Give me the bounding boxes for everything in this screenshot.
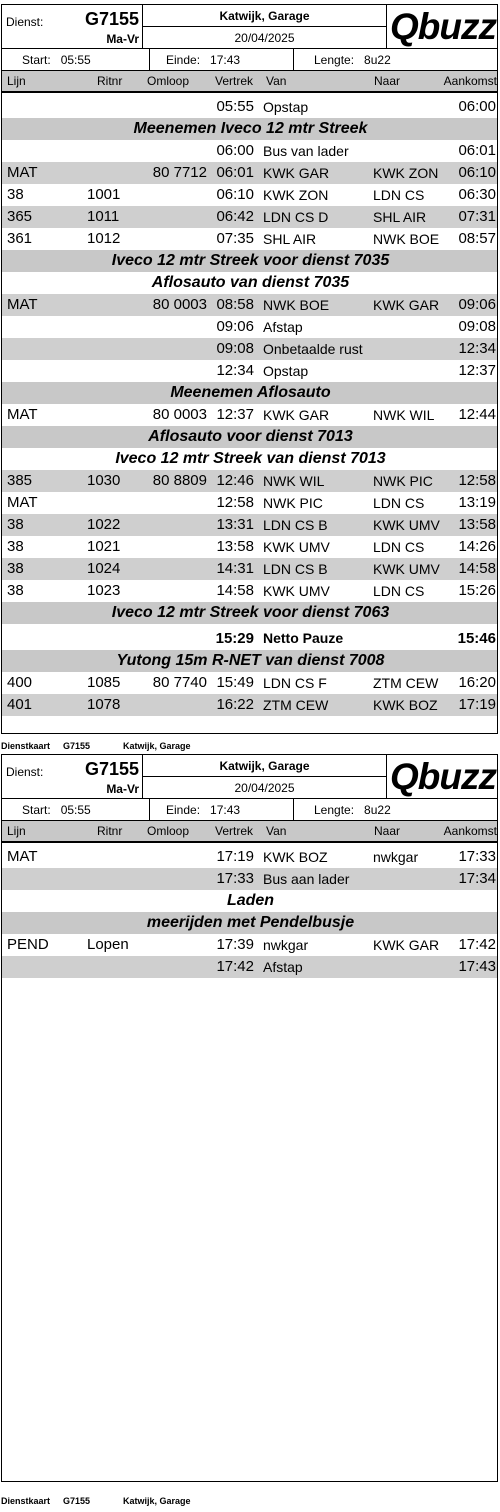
cell-naar: SHL AIR bbox=[373, 209, 427, 225]
cell-vertrek: 12:46 bbox=[216, 472, 254, 489]
schedule-row bbox=[2, 514, 498, 536]
column-header bbox=[2, 71, 498, 93]
cell-van: LDN CS F bbox=[263, 675, 327, 691]
col-omloop: Omloop bbox=[147, 74, 190, 88]
cell-omloop: 80 0003 bbox=[152, 406, 207, 423]
cell-vertrek: 06:00 bbox=[216, 142, 254, 159]
section-header: Iveco 12 mtr Streek voor dienst 7063 bbox=[2, 602, 498, 624]
footer-location: Katwijk, Garage bbox=[123, 741, 191, 751]
section-header: Meenemen Aflosauto bbox=[2, 382, 498, 404]
cell-vertrek: 07:35 bbox=[216, 230, 254, 247]
schedule-row bbox=[2, 206, 498, 228]
cell-van: LDN CS D bbox=[263, 209, 329, 225]
schedule-row bbox=[2, 338, 498, 360]
lengte-cell bbox=[294, 799, 498, 821]
col-ritnr: Ritnr bbox=[97, 824, 123, 838]
schedule-row bbox=[2, 184, 498, 206]
cell-omloop: 80 8809 bbox=[152, 472, 207, 489]
cell-aankomst: 09:08 bbox=[458, 318, 496, 335]
section-header: Iveco 12 mtr Streek voor dienst 7035 bbox=[2, 250, 498, 272]
location: Katwijk, Garage bbox=[143, 5, 387, 27]
cell-vertrek: 17:33 bbox=[216, 870, 254, 887]
footer-code: G7155 bbox=[63, 1496, 91, 1506]
schedule-row bbox=[2, 404, 498, 426]
cell-van: Opstap bbox=[263, 99, 309, 115]
lengte-cell bbox=[294, 49, 498, 71]
lengte-label: Lengte: bbox=[314, 53, 355, 67]
cell-ritnr: 1078 bbox=[87, 696, 121, 713]
cell-van: Onbetaalde rust bbox=[263, 341, 363, 357]
cell-van: nwkgar bbox=[263, 937, 309, 953]
cell-vertrek: 12:34 bbox=[216, 362, 254, 379]
cell-ritnr: 1001 bbox=[87, 186, 121, 203]
dienst-label: Dienst: bbox=[6, 15, 44, 29]
cell-van: Opstap bbox=[263, 363, 309, 379]
cell-naar: LDN CS bbox=[373, 583, 425, 599]
cell-vertrek: 09:08 bbox=[216, 340, 254, 357]
schedule-row bbox=[2, 360, 498, 382]
cell-naar: KWK BOZ bbox=[373, 697, 438, 713]
qbuzz-logo: Qbuzz bbox=[387, 755, 498, 799]
cell-naar: KWK UMV bbox=[373, 561, 440, 577]
cell-van: NWK BOE bbox=[263, 297, 330, 313]
cell-vertrek: 15:49 bbox=[216, 674, 254, 691]
cell-lijn: 365 bbox=[7, 208, 33, 225]
cell-aankomst: 12:44 bbox=[458, 406, 496, 423]
cell-vertrek: 17:39 bbox=[216, 936, 254, 953]
schedule-row bbox=[2, 96, 498, 118]
cell-lijn: 401 bbox=[7, 696, 33, 713]
cell-vertrek: 12:58 bbox=[216, 494, 254, 511]
col-naar: Naar bbox=[374, 74, 401, 88]
date: 20/04/2025 bbox=[143, 27, 387, 49]
qbuzz-logo: Qbuzz bbox=[387, 5, 498, 49]
cell-aankomst: 12:37 bbox=[458, 362, 496, 379]
cell-omloop: 80 7712 bbox=[152, 164, 207, 181]
column-header bbox=[2, 821, 498, 843]
col-lijn: Lijn bbox=[7, 74, 26, 88]
col-lijn: Lijn bbox=[7, 824, 26, 838]
cell-naar: KWK ZON bbox=[373, 165, 439, 181]
cell-vertrek: 13:58 bbox=[216, 538, 254, 555]
cell-naar: LDN CS bbox=[373, 539, 425, 555]
start-time: 05:55 bbox=[60, 53, 91, 67]
schedule-row bbox=[2, 294, 498, 316]
cell-aankomst: 13:58 bbox=[458, 516, 496, 533]
cell-aankomst: 06:30 bbox=[458, 186, 496, 203]
cell-lijn: MAT bbox=[7, 164, 38, 181]
cell-van: LDN CS B bbox=[263, 561, 328, 577]
cell-vertrek: 14:31 bbox=[216, 560, 254, 577]
footer-label: Dienstkaart bbox=[1, 1496, 51, 1506]
cell-lijn: 385 bbox=[7, 472, 33, 489]
cell-lijn: 38 bbox=[7, 538, 24, 555]
cell-van: Afstap bbox=[263, 319, 303, 335]
cell-lijn: 38 bbox=[7, 186, 24, 203]
col-omloop: Omloop bbox=[147, 824, 190, 838]
footer-label: Dienstkaart bbox=[1, 741, 51, 751]
cell-van: LDN CS B bbox=[263, 517, 328, 533]
section-header: Aflosauto voor dienst 7013 bbox=[2, 426, 498, 448]
cell-aankomst: 06:01 bbox=[458, 142, 496, 159]
cell-vertrek: 15:29 bbox=[215, 630, 254, 647]
cell-van: NWK PIC bbox=[263, 495, 323, 511]
schedule-row bbox=[2, 580, 498, 602]
dienstkaart-page-2 bbox=[1, 754, 498, 1482]
cell-aankomst: 14:58 bbox=[458, 560, 496, 577]
cell-van: SHL AIR bbox=[263, 231, 317, 247]
lengte-label: Lengte: bbox=[314, 803, 355, 817]
cell-aankomst: 12:34 bbox=[458, 340, 496, 357]
einde-label: Einde: bbox=[166, 53, 201, 67]
cell-aankomst: 17:33 bbox=[458, 848, 496, 865]
cell-vertrek: 16:22 bbox=[216, 696, 254, 713]
cell-aankomst: 17:43 bbox=[458, 958, 496, 975]
cell-aankomst: 12:58 bbox=[458, 472, 496, 489]
cell-aankomst: 17:34 bbox=[458, 870, 496, 887]
dienst-cell bbox=[2, 755, 143, 799]
einde-cell bbox=[150, 49, 294, 71]
cell-naar: KWK GAR bbox=[373, 297, 440, 313]
col-naar: Naar bbox=[374, 824, 401, 838]
cell-vertrek: 05:55 bbox=[216, 98, 254, 115]
schedule-row bbox=[2, 316, 498, 338]
cell-van: KWK UMV bbox=[263, 583, 330, 599]
schedule-rows bbox=[2, 846, 498, 978]
schedule-row bbox=[2, 846, 498, 868]
section-header: meerijden met Pendelbusje bbox=[2, 912, 498, 934]
cell-naar: LDN CS bbox=[373, 187, 425, 203]
col-van: Van bbox=[266, 74, 287, 88]
col-ritnr: Ritnr bbox=[97, 74, 123, 88]
cell-activity: Netto Pauze bbox=[263, 630, 344, 646]
start-time: 05:55 bbox=[60, 803, 91, 817]
einde-time: 17:43 bbox=[210, 803, 241, 817]
cell-ritnr: 1022 bbox=[87, 516, 121, 533]
cell-vertrek: 12:37 bbox=[216, 406, 254, 423]
cell-ritnr: 1011 bbox=[87, 208, 120, 225]
cell-lijn: 361 bbox=[7, 230, 33, 247]
cell-omloop: 80 7740 bbox=[152, 674, 207, 691]
cell-vertrek: 06:01 bbox=[216, 164, 254, 181]
cell-van: KWK GAR bbox=[263, 165, 330, 181]
cell-aankomst: 07:31 bbox=[458, 208, 496, 225]
cell-aankomst: 06:00 bbox=[458, 98, 496, 115]
location: Katwijk, Garage bbox=[143, 755, 387, 777]
cell-lijn: 400 bbox=[7, 674, 33, 691]
schedule-row bbox=[2, 694, 498, 716]
cell-vertrek: 13:31 bbox=[216, 516, 254, 533]
cell-aankomst: 13:19 bbox=[458, 494, 496, 511]
cell-lijn: MAT bbox=[7, 296, 38, 313]
footer-code: G7155 bbox=[63, 741, 91, 751]
cell-aankomst: 09:06 bbox=[458, 296, 496, 313]
cell-lijn: 38 bbox=[7, 582, 24, 599]
dienst-code: G7155 bbox=[84, 9, 139, 29]
page-header bbox=[2, 755, 497, 846]
cell-lijn: 38 bbox=[7, 560, 24, 577]
einde-label: Einde: bbox=[166, 803, 201, 817]
cell-van: NWK WIL bbox=[263, 473, 325, 489]
section-header: Laden bbox=[2, 890, 498, 912]
page-header bbox=[2, 5, 497, 96]
cell-ritnr: 1012 bbox=[87, 230, 121, 247]
cell-naar: KWK UMV bbox=[373, 517, 440, 533]
cell-ritnr: 1085 bbox=[87, 674, 121, 691]
einde-cell bbox=[150, 799, 294, 821]
schedule-row bbox=[2, 672, 498, 694]
lengte-value: 8u22 bbox=[364, 53, 391, 67]
cell-ritnr: 1030 bbox=[87, 472, 121, 489]
schedule-row bbox=[2, 934, 498, 956]
lengte-value: 8u22 bbox=[364, 803, 391, 817]
cell-aankomst: 15:46 bbox=[457, 630, 496, 647]
cell-ritnr: 1024 bbox=[87, 560, 121, 577]
cell-ritnr: Lopen bbox=[87, 936, 129, 953]
schedule-row bbox=[2, 228, 498, 250]
cell-naar: KWK GAR bbox=[373, 937, 440, 953]
cell-naar: LDN CS bbox=[373, 495, 425, 511]
schedule-row bbox=[2, 868, 498, 890]
cell-lijn: PEND bbox=[7, 936, 49, 953]
schedule-row bbox=[2, 492, 498, 514]
cell-aankomst: 15:26 bbox=[458, 582, 496, 599]
schedule-row bbox=[2, 536, 498, 558]
cell-ritnr: 1023 bbox=[87, 582, 121, 599]
cell-lijn: MAT bbox=[7, 406, 38, 423]
schedule-row bbox=[2, 470, 498, 492]
cell-van: KWK BOZ bbox=[263, 849, 328, 865]
cell-naar: NWK PIC bbox=[373, 473, 433, 489]
schedule-row bbox=[2, 162, 498, 184]
cell-vertrek: 06:10 bbox=[216, 186, 254, 203]
cell-naar: NWK BOE bbox=[373, 231, 440, 247]
cell-van: KWK GAR bbox=[263, 407, 330, 423]
cell-aankomst: 08:57 bbox=[458, 230, 496, 247]
section-header: Iveco 12 mtr Streek van dienst 7013 bbox=[2, 448, 498, 470]
cell-vertrek: 06:42 bbox=[216, 208, 254, 225]
schedule-row bbox=[2, 558, 498, 580]
cell-vertrek: 17:42 bbox=[216, 958, 254, 975]
cell-naar: NWK WIL bbox=[373, 407, 435, 423]
dienst-days: Ma-Vr bbox=[106, 32, 139, 46]
dienst-label: Dienst: bbox=[6, 765, 44, 779]
col-aankomst: Aankomst bbox=[443, 74, 497, 88]
cell-van: Bus aan lader bbox=[263, 871, 350, 887]
cell-vertrek: 08:58 bbox=[216, 296, 254, 313]
cell-lijn: MAT bbox=[7, 494, 38, 511]
dienstkaart-page-1 bbox=[1, 4, 498, 734]
col-aankomst: Aankomst bbox=[443, 824, 497, 838]
footer-location: Katwijk, Garage bbox=[123, 1496, 191, 1506]
section-header: Meenemen Iveco 12 mtr Streek bbox=[2, 118, 498, 140]
einde-time: 17:43 bbox=[210, 53, 241, 67]
cell-vertrek: 14:58 bbox=[216, 582, 254, 599]
cell-aankomst: 17:42 bbox=[458, 936, 496, 953]
schedule-rows bbox=[2, 96, 498, 716]
cell-vertrek: 09:06 bbox=[216, 318, 254, 335]
col-vertrek: Vertrek bbox=[215, 74, 254, 88]
cell-lijn: 38 bbox=[7, 516, 24, 533]
cell-aankomst: 16:20 bbox=[458, 674, 496, 691]
dienst-days: Ma-Vr bbox=[106, 782, 139, 796]
dienst-code: G7155 bbox=[84, 759, 139, 779]
cell-naar: ZTM CEW bbox=[373, 675, 439, 691]
schedule-row bbox=[2, 140, 498, 162]
dienst-cell bbox=[2, 5, 143, 49]
cell-aankomst: 14:26 bbox=[458, 538, 496, 555]
cell-van: ZTM CEW bbox=[263, 697, 329, 713]
cell-aankomst: 17:19 bbox=[458, 696, 496, 713]
start-cell bbox=[2, 49, 150, 71]
start-cell bbox=[2, 799, 150, 821]
section-header: Aflosauto van dienst 7035 bbox=[2, 272, 498, 294]
cell-van: KWK UMV bbox=[263, 539, 330, 555]
date: 20/04/2025 bbox=[143, 777, 387, 799]
col-van: Van bbox=[266, 824, 287, 838]
col-vertrek: Vertrek bbox=[215, 824, 254, 838]
cell-omloop: 80 0003 bbox=[152, 296, 207, 313]
section-header: Yutong 15m R-NET van dienst 7008 bbox=[2, 650, 498, 672]
cell-lijn: MAT bbox=[7, 848, 38, 865]
cell-vertrek: 17:19 bbox=[216, 848, 254, 865]
pause-row bbox=[2, 624, 498, 650]
cell-ritnr: 1021 bbox=[87, 538, 121, 555]
schedule-row bbox=[2, 956, 498, 978]
cell-naar: nwkgar bbox=[373, 849, 419, 865]
cell-van: KWK ZON bbox=[263, 187, 329, 203]
start-label: Start: bbox=[22, 53, 51, 67]
cell-aankomst: 06:10 bbox=[458, 164, 496, 181]
cell-van: Bus van lader bbox=[263, 143, 349, 159]
cell-van: Afstap bbox=[263, 959, 303, 975]
start-label: Start: bbox=[22, 803, 51, 817]
